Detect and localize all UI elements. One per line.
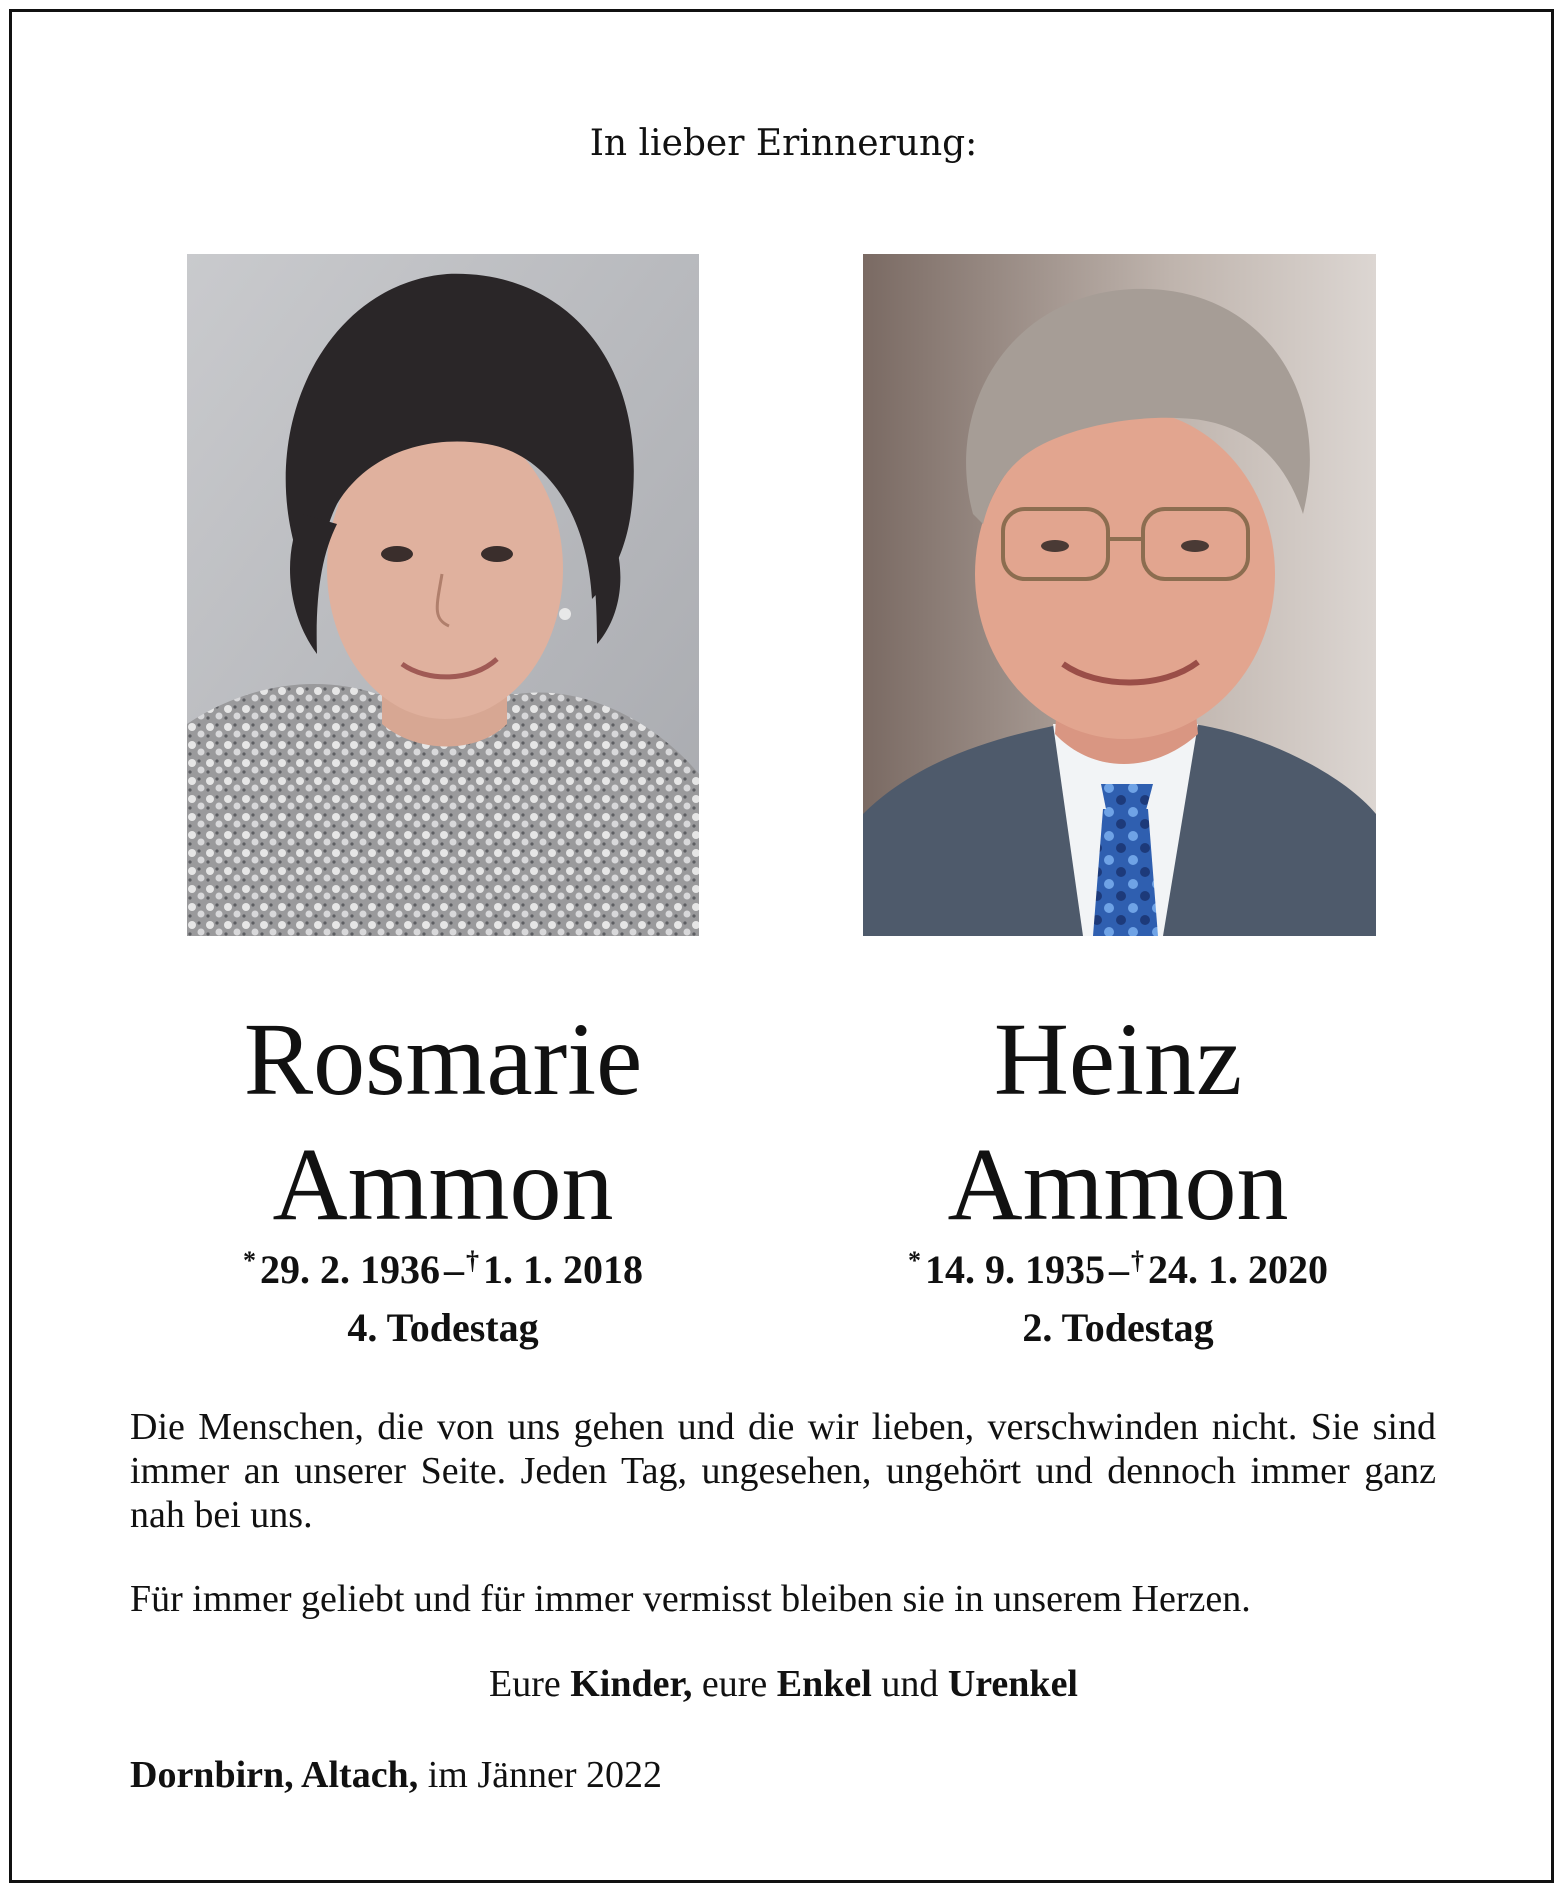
anniversary-label: 2. Todestag bbox=[1022, 1305, 1214, 1350]
family-text-2: eure bbox=[692, 1663, 777, 1705]
family-kinder: Kinder, bbox=[570, 1663, 693, 1705]
portrait-photo-right bbox=[863, 254, 1376, 936]
anniversary-label: 4. Todestag bbox=[347, 1305, 539, 1350]
first-name: Rosmarie bbox=[243, 1002, 643, 1117]
header-text: In lieber Erinnerung: bbox=[589, 123, 978, 164]
death-symbol: † bbox=[1131, 1246, 1144, 1275]
life-dates bbox=[803, 1246, 1433, 1294]
birth-symbol: * bbox=[243, 1246, 256, 1275]
portrait-photo-left bbox=[187, 254, 699, 936]
last-name: Ammon bbox=[947, 1127, 1289, 1242]
birth-date: 29. 2. 1936 bbox=[260, 1247, 440, 1292]
portrait-woman-image bbox=[187, 254, 699, 936]
death-date: 1. 1. 2018 bbox=[483, 1247, 643, 1292]
family-urenkel: Urenkel bbox=[947, 1663, 1078, 1705]
family-text-1: Eure bbox=[489, 1663, 571, 1705]
place-date: im Jänner 2022 bbox=[418, 1754, 662, 1796]
first-name: Heinz bbox=[993, 1002, 1243, 1117]
place-names: Dornbirn, Altach, bbox=[130, 1754, 419, 1796]
place-date-line bbox=[130, 1751, 662, 1799]
death-date: 24. 1. 2020 bbox=[1148, 1247, 1328, 1292]
family-signature bbox=[0, 1660, 1567, 1708]
birth-symbol: * bbox=[908, 1246, 921, 1275]
closing-line: Für immer geliebt und für immer vermisst bleiben sie in unserem Herzen. bbox=[130, 1578, 1251, 1620]
death-symbol: † bbox=[466, 1246, 479, 1275]
family-enkel: Enkel bbox=[776, 1663, 872, 1705]
date-separator: – bbox=[1109, 1247, 1129, 1292]
portrait-man-image bbox=[863, 254, 1376, 936]
life-dates bbox=[137, 1246, 749, 1294]
birth-date: 14. 9. 1935 bbox=[925, 1247, 1105, 1292]
last-name: Ammon bbox=[272, 1127, 614, 1242]
family-text-3: und bbox=[871, 1663, 948, 1705]
date-separator: – bbox=[444, 1247, 464, 1292]
memorial-verse: Die Menschen, die von uns gehen und die wir lieben, verschwinden nicht. Sie sind immer an unserer Seite. Jeden Tag, ungesehen, ungehört und dennoch immer ganz nah bei uns. bbox=[130, 1406, 1436, 1536]
